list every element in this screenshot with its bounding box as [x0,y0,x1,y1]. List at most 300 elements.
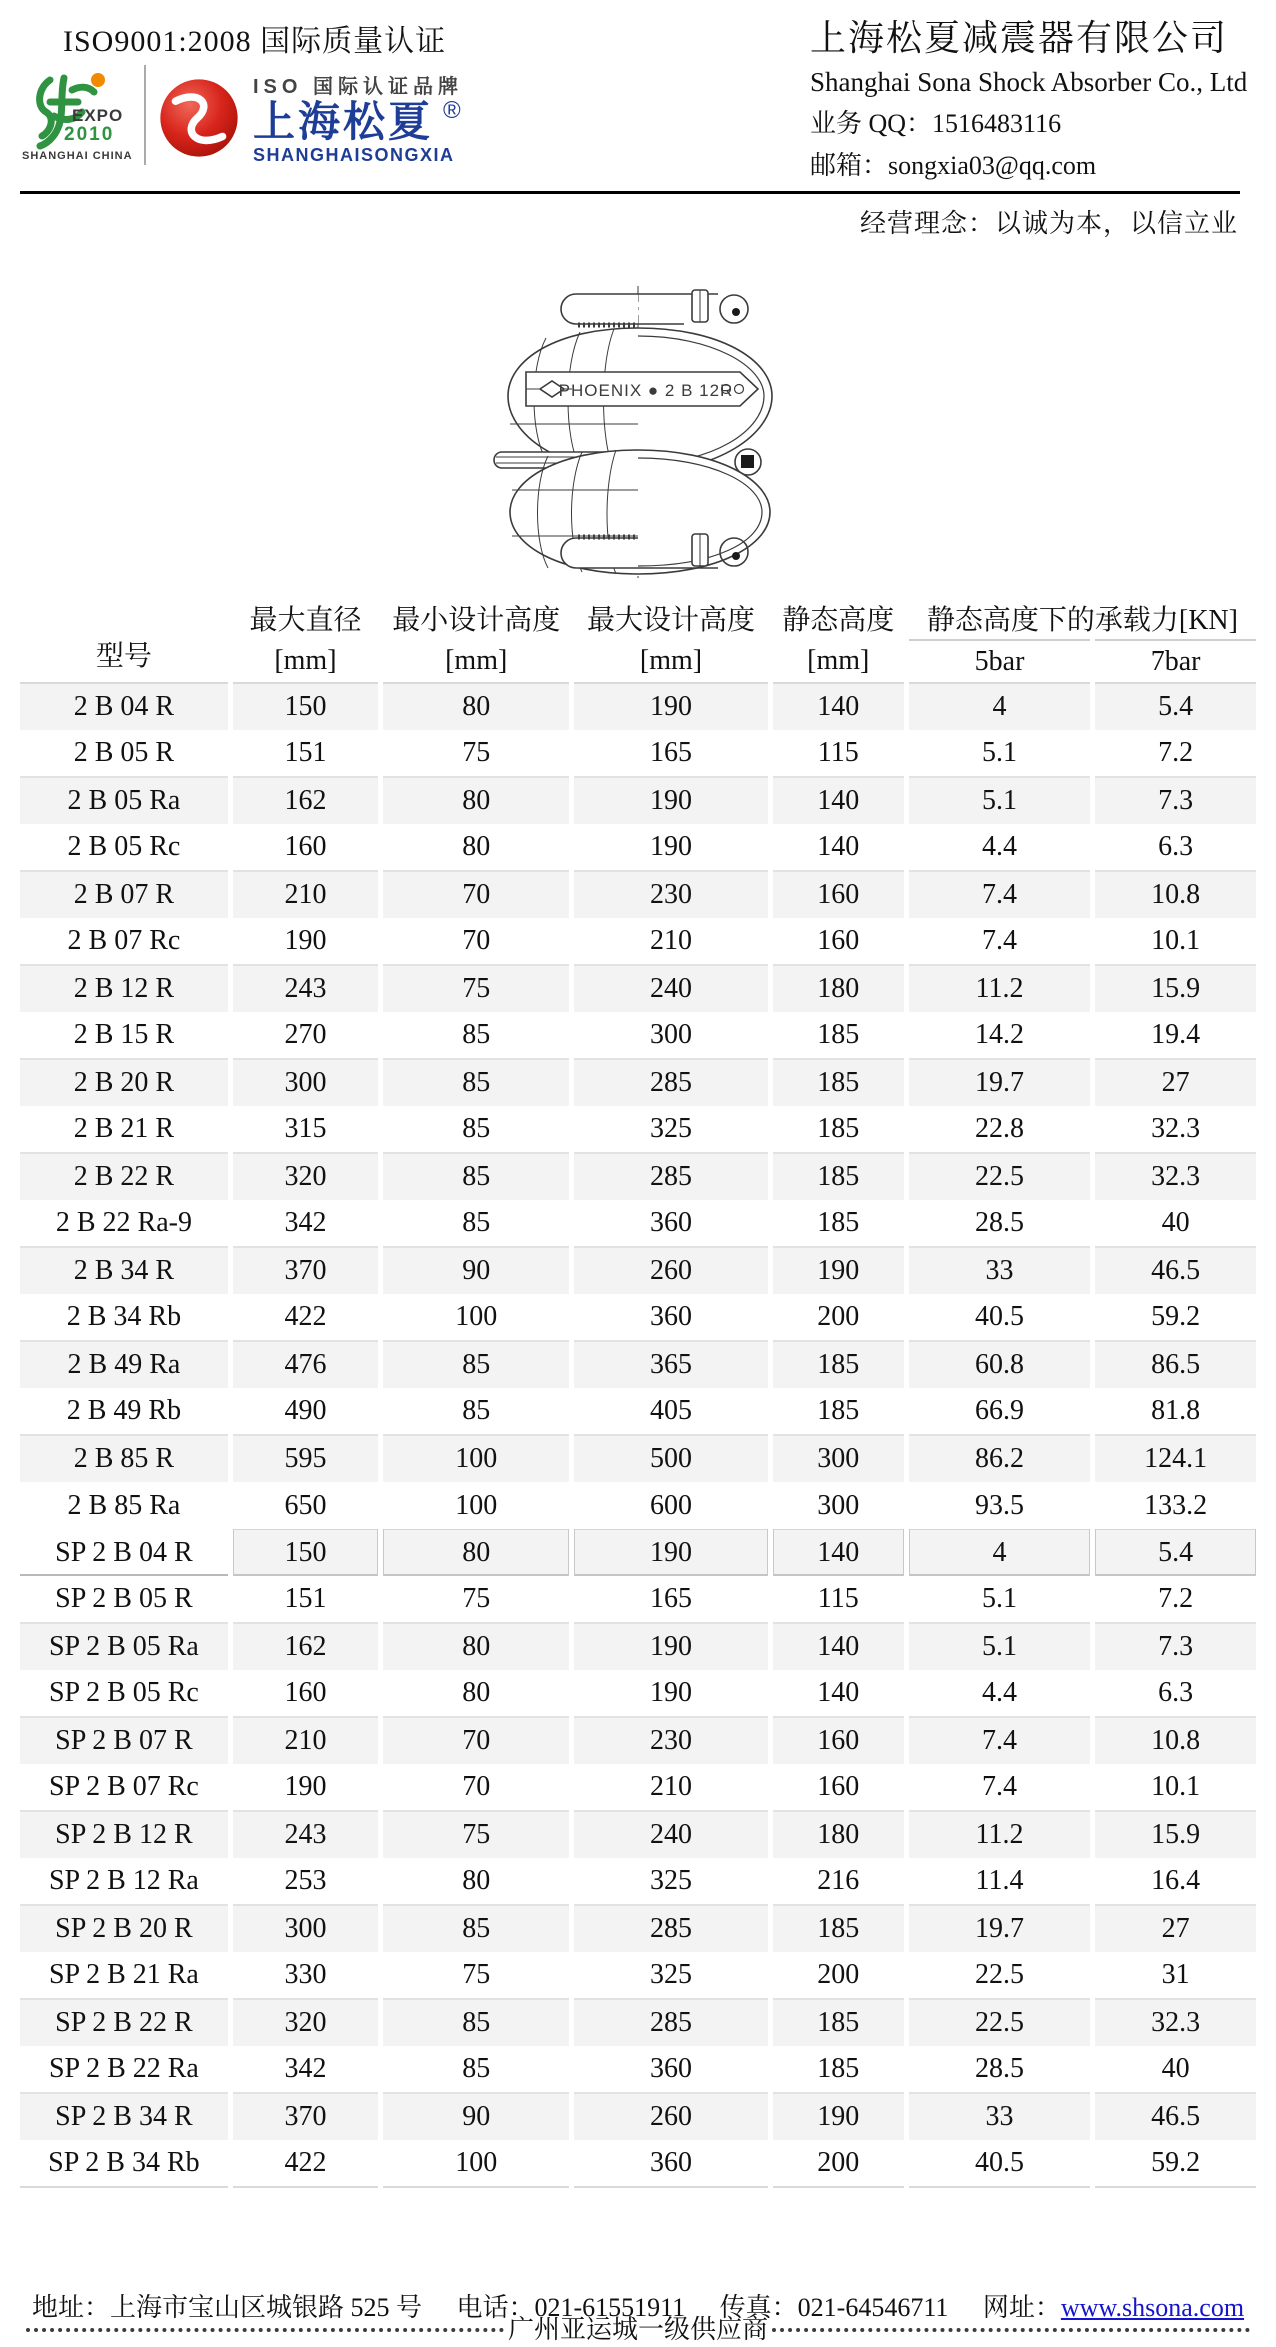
value-cell: 185 [770,1905,906,1952]
value-cell: 243 [230,965,380,1012]
value-cell: 360 [572,2046,770,2093]
model-cell: 2 B 07 R [20,871,230,918]
model-cell: 2 B 12 R [20,965,230,1012]
model-cell: 2 B 04 R [20,683,230,730]
value-cell: 32.3 [1093,1153,1256,1200]
value-cell: 5.1 [906,777,1092,824]
songxia-logo [157,64,463,166]
value-cell: 22.8 [906,1106,1092,1153]
value-cell: 140 [770,1529,906,1576]
value-cell: 190 [230,918,380,965]
value-cell: 70 [381,918,572,965]
value-cell: 80 [381,824,572,871]
model-cell: 2 B 05 Rc [67,831,181,862]
table-row [20,1576,1256,1623]
value-cell: 270 [230,1012,380,1059]
value-cell: 190 [572,824,770,871]
table-row [20,1717,1256,1764]
table-row [20,1529,1256,1576]
model-cell: 2 B 20 R [20,1059,230,1106]
value-cell: 115 [770,730,906,777]
model-cell: SP 2 B 05 Ra [20,1623,230,1670]
value-cell: 4 [906,1529,1092,1576]
model-cell: SP 2 B 12 R [20,1811,230,1858]
value-cell: 19.7 [906,1059,1092,1106]
value-cell: 16.4 [1093,1858,1256,1905]
value-cell: 200 [770,2140,906,2187]
value-cell: 19.7 [906,1905,1092,1952]
value-cell: 151 [230,730,380,777]
value-cell: 80 [381,777,572,824]
value-cell: 5.4 [1093,1529,1256,1576]
value-cell: 22.5 [906,1952,1092,1999]
value-cell: 151 [230,1576,380,1623]
unit-mm: [mm] [230,640,380,683]
value-cell: 7.3 [1093,777,1256,824]
table-row [20,871,1256,918]
value-cell: 10.1 [1093,1764,1256,1811]
col-header-max-design-height: 最大设计高度 [572,596,770,640]
value-cell: 75 [381,1576,572,1623]
songxia-logo-text [253,70,463,166]
value-cell: 10.8 [1093,871,1256,918]
value-cell: 60.8 [906,1341,1092,1388]
col-header-model: 型号 [20,596,230,683]
value-cell: 22.5 [906,1999,1092,2046]
value-cell: 476 [230,1341,380,1388]
value-cell: 59.2 [1093,1294,1256,1341]
value-cell: 185 [770,1106,906,1153]
value-cell: 100 [381,1294,572,1341]
value-cell: 500 [572,1435,770,1482]
model-cell: SP 2 B 12 Ra [48,1865,199,1896]
value-cell: 300 [770,1435,906,1482]
unit-mm: [mm] [381,640,572,683]
value-cell: 165 [572,1576,770,1623]
value-cell: 5.1 [906,730,1092,777]
value-cell: 80 [381,683,572,730]
value-cell: 185 [770,1012,906,1059]
songxia-tagline: ISO 国际认证品牌 [253,76,464,98]
value-cell: 422 [230,2140,380,2187]
value-cell: 650 [230,1482,380,1529]
value-cell: 185 [770,2046,906,2093]
model-cell: SP 2 B 22 R [20,1999,230,2046]
value-cell: 75 [381,730,572,777]
value-cell: 595 [230,1435,380,1482]
model-cell: SP 2 B 34 Rb [20,2140,230,2187]
songxia-name-en: SHANGHAISONGXIA [253,145,455,165]
value-cell: 28.5 [906,2046,1092,2093]
table-row [20,918,1256,965]
value-cell: 10.1 [1093,918,1256,965]
value-cell: 85 [381,1200,572,1247]
model-cell: SP 2 B 07 R [20,1717,230,1764]
value-cell: 70 [381,1717,572,1764]
value-cell: 240 [572,1811,770,1858]
table-row [20,1999,1256,2046]
value-cell: 300 [770,1482,906,1529]
value-cell: 216 [770,1858,906,1905]
table-row [20,1435,1256,1482]
value-cell: 342 [230,1200,380,1247]
value-cell: 5.1 [906,1623,1092,1670]
value-cell: 200 [770,1952,906,1999]
table-row [20,965,1256,1012]
dotted-leader-left [26,2328,504,2332]
col-header-load-kn: 静态高度下的承载力[KN] [906,596,1256,640]
value-cell: 4.4 [906,1670,1092,1717]
value-cell: 260 [572,1247,770,1294]
value-cell: 165 [572,730,770,777]
value-cell: 7.2 [1093,1576,1256,1623]
value-cell: 70 [381,871,572,918]
value-cell: 210 [230,871,380,918]
model-cell: 2 B 05 Ra [20,777,230,824]
model-cell: SP 2 B 22 Ra [48,2053,199,2084]
value-cell: 200 [770,1294,906,1341]
table-row [20,1623,1256,1670]
col-header-max-diameter: 最大直径 [230,596,380,640]
value-cell: 75 [381,1811,572,1858]
value-cell: 370 [230,2093,380,2140]
value-cell: 160 [770,918,906,965]
col-header-static-height: 静态高度 [770,596,906,640]
value-cell: 15.9 [1093,1811,1256,1858]
value-cell: 85 [381,1341,572,1388]
value-cell: 133.2 [1093,1482,1256,1529]
value-cell: 160 [770,1717,906,1764]
model-cell: 2 B 05 R [73,737,175,768]
model-cell: SP 2 B 21 Ra [48,1959,199,1990]
model-cell: 2 B 34 Rb [66,1301,182,1332]
model-cell: SP 2 B 20 R [20,1905,230,1952]
spec-table [20,596,1256,2188]
value-cell: 180 [770,965,906,1012]
value-cell: 162 [230,1623,380,1670]
value-cell: 40 [1093,2046,1256,2093]
value-cell: 85 [381,1012,572,1059]
footer-address: 地址：上海市宝山区城银路 525 号 [31,2293,422,2322]
value-cell: 85 [381,1999,572,2046]
company-email: 邮箱：songxia03@qq.com [810,151,1097,180]
value-cell: 300 [230,1059,380,1106]
value-cell: 11.2 [906,1811,1092,1858]
header-divider-rule [20,191,1240,194]
value-cell: 5.4 [1093,683,1256,730]
value-cell: 315 [230,1106,380,1153]
value-cell: 162 [230,777,380,824]
value-cell: 81.8 [1093,1388,1256,1435]
col-header-min-design-height: 最小设计高度 [381,596,572,640]
table-row [20,1388,1256,1435]
value-cell: 66.9 [906,1388,1092,1435]
value-cell: 285 [572,1905,770,1952]
logo-divider [144,65,146,165]
unit-mm: [mm] [572,640,770,683]
value-cell: 240 [572,965,770,1012]
table-row [20,1670,1256,1717]
model-cell: SP 2 B 04 R [20,1529,230,1576]
company-name-cn: 上海松夏减震器有限公司 [810,18,1229,58]
expo-word: EXPO [72,106,124,125]
value-cell: 85 [381,1059,572,1106]
value-cell: 285 [572,1153,770,1200]
model-cell: 2 B 49 Ra [20,1341,230,1388]
value-cell: 150 [230,683,380,730]
model-cell: SP 2 B 05 Rc [48,1677,199,1708]
value-cell: 70 [381,1764,572,1811]
expo-city: SHANGHAI CHINA [22,150,133,162]
value-cell: 160 [230,824,380,871]
value-cell: 40 [1093,1200,1256,1247]
value-cell: 325 [572,1858,770,1905]
value-cell: 75 [381,965,572,1012]
value-cell: 7.3 [1093,1623,1256,1670]
value-cell: 190 [572,1670,770,1717]
value-cell: 100 [381,2140,572,2187]
value-cell: 185 [770,1059,906,1106]
col-header-5bar: 5bar [906,640,1092,683]
value-cell: 190 [572,683,770,730]
value-cell: 190 [572,1623,770,1670]
value-cell: 4 [906,683,1092,730]
table-row [20,1764,1256,1811]
value-cell: 230 [572,871,770,918]
value-cell: 86.5 [1093,1341,1256,1388]
logo-block [20,60,463,170]
expo-orange-dot [91,73,105,87]
value-cell: 7.2 [1093,730,1256,777]
value-cell: 405 [572,1388,770,1435]
table-row [20,1341,1256,1388]
footer-web-label: 网址： [982,2293,1061,2322]
value-cell: 5.1 [906,1576,1092,1623]
value-cell: 28.5 [906,1200,1092,1247]
value-cell: 31 [1093,1952,1256,1999]
table-row [20,2140,1256,2187]
value-cell: 93.5 [906,1482,1092,1529]
value-cell: 370 [230,1247,380,1294]
value-cell: 75 [381,1952,572,1999]
company-motto: 经营理念：以诚为本，以信立业 [859,209,1238,238]
value-cell: 85 [381,1106,572,1153]
value-cell: 185 [770,1341,906,1388]
table-row [20,1012,1256,1059]
value-cell: 243 [230,1811,380,1858]
value-cell: 490 [230,1388,380,1435]
value-cell: 85 [381,2046,572,2093]
value-cell: 230 [572,1717,770,1764]
website-link[interactable]: www.shsona.com [1060,2293,1245,2322]
value-cell: 85 [381,1905,572,1952]
value-cell: 7.4 [906,1717,1092,1764]
value-cell: 210 [572,1764,770,1811]
value-cell: 150 [230,1529,380,1576]
value-cell: 80 [381,1623,572,1670]
table-row [20,1106,1256,1153]
value-cell: 80 [381,1670,572,1717]
company-name-en: Shanghai Sona Shock Absorber Co., Ltd [810,67,1248,97]
table-row [20,1858,1256,1905]
value-cell: 46.5 [1093,2093,1256,2140]
value-cell: 320 [230,1153,380,1200]
table-row [20,2046,1256,2093]
model-cell: 2 B 22 Ra-9 [55,1207,192,1238]
value-cell: 6.3 [1093,1670,1256,1717]
footer-banner-text: 广州亚运城一级供应商 [508,2314,769,2344]
model-cell: 2 B 49 Rb [66,1395,182,1426]
value-cell: 185 [770,1200,906,1247]
value-cell: 360 [572,1294,770,1341]
value-cell: 7.4 [906,1764,1092,1811]
value-cell: 325 [572,1952,770,1999]
value-cell: 124.1 [1093,1435,1256,1482]
value-cell: 7.4 [906,871,1092,918]
table-row [20,683,1256,730]
model-cell: 2 B 15 R [73,1019,175,1050]
songxia-name-cn: 上海松夏 [253,98,434,145]
value-cell: 325 [572,1106,770,1153]
songxia-sphere-icon [157,76,241,160]
table-row [20,1905,1256,1952]
expo-2010-logo [20,62,138,168]
table-row [20,1294,1256,1341]
footer-fax: 传真：021-64546711 [719,2293,949,2322]
value-cell: 40.5 [906,2140,1092,2187]
value-cell: 300 [572,1012,770,1059]
registered-mark-icon: ® [443,97,461,124]
table-row [20,1811,1256,1858]
value-cell: 10.8 [1093,1717,1256,1764]
value-cell: 90 [381,1247,572,1294]
value-cell: 330 [230,1952,380,1999]
value-cell: 285 [572,1999,770,2046]
value-cell: 253 [230,1858,380,1905]
value-cell: 160 [770,1764,906,1811]
value-cell: 140 [770,824,906,871]
value-cell: 140 [770,683,906,730]
table-row [20,730,1256,777]
company-info-block [810,10,1250,182]
iso-certification-text: ISO9001:2008 国际质量认证 [63,25,447,58]
value-cell: 85 [381,1388,572,1435]
col-header-7bar: 7bar [1093,640,1256,683]
value-cell: 100 [381,1435,572,1482]
expo-year: 2010 [64,124,115,145]
value-cell: 180 [770,1811,906,1858]
value-cell: 342 [230,2046,380,2093]
spec-table-header [20,596,1256,683]
model-cell: 2 B 85 Ra [67,1489,181,1521]
value-cell: 90 [381,2093,572,2140]
value-cell: 4.4 [906,824,1092,871]
value-cell: 7.4 [906,918,1092,965]
value-cell: 160 [770,871,906,918]
unit-mm: [mm] [770,640,906,683]
table-row [20,2093,1256,2140]
table-row [20,1153,1256,1200]
value-cell: 6.3 [1093,824,1256,871]
table-row [20,1247,1256,1294]
value-cell: 190 [770,2093,906,2140]
model-cell: 2 B 22 R [20,1153,230,1200]
value-cell: 22.5 [906,1153,1092,1200]
value-cell: 300 [230,1905,380,1952]
value-cell: 285 [572,1059,770,1106]
value-cell: 15.9 [1093,965,1256,1012]
value-cell: 14.2 [906,1012,1092,1059]
footer-banner-line [26,2308,1250,2346]
value-cell: 190 [770,1247,906,1294]
value-cell: 11.2 [906,965,1092,1012]
value-cell: 46.5 [1093,1247,1256,1294]
value-cell: 360 [572,2140,770,2187]
value-cell: 11.4 [906,1858,1092,1905]
table-row [20,824,1256,871]
model-cell: SP 2 B 05 R [55,1583,193,1614]
value-cell: 40.5 [906,1294,1092,1341]
dotted-leader-right [772,2328,1250,2332]
value-cell: 260 [572,2093,770,2140]
value-cell: 86.2 [906,1435,1092,1482]
model-cell: 2 B 85 R [20,1435,230,1482]
table-row [20,1952,1256,1999]
value-cell: 27 [1093,1059,1256,1106]
value-cell: 185 [770,1388,906,1435]
table-row [20,1482,1256,1529]
value-cell: 190 [572,1529,770,1576]
model-cell: 2 B 07 Rc [67,925,181,956]
value-cell: 32.3 [1093,1999,1256,2046]
value-cell: 190 [230,1764,380,1811]
value-cell: 59.2 [1093,2140,1256,2187]
value-cell: 115 [770,1576,906,1623]
value-cell: 80 [381,1858,572,1905]
value-cell: 140 [770,1670,906,1717]
value-cell: 320 [230,1999,380,2046]
table-row [20,1059,1256,1106]
air-spring-drawing [486,284,792,580]
value-cell: 33 [906,2093,1092,2140]
value-cell: 360 [572,1200,770,1247]
footer-phone: 电话：021-61551911 [456,2293,686,2322]
model-cell: 2 B 21 R [73,1113,175,1144]
value-cell: 80 [381,1529,572,1576]
value-cell: 365 [572,1341,770,1388]
value-cell: 210 [572,918,770,965]
value-cell: 19.4 [1093,1012,1256,1059]
model-cell: SP 2 B 34 R [20,2093,230,2140]
value-cell: 140 [770,1623,906,1670]
value-cell: 185 [770,1999,906,2046]
value-cell: 85 [381,1153,572,1200]
value-cell: 160 [230,1670,380,1717]
value-cell: 422 [230,1294,380,1341]
value-cell: 600 [572,1482,770,1529]
value-cell: 27 [1093,1905,1256,1952]
value-cell: 190 [572,777,770,824]
company-qq: 业务 QQ：1516483116 [810,109,1062,138]
value-cell: 210 [230,1717,380,1764]
spec-table-body [20,683,1256,2187]
table-row [20,777,1256,824]
drawing-label: PHOENIX ● 2 B 12R [558,381,734,400]
value-cell: 100 [381,1482,572,1529]
value-cell: 140 [770,777,906,824]
value-cell: 185 [770,1153,906,1200]
value-cell: 33 [906,1247,1092,1294]
